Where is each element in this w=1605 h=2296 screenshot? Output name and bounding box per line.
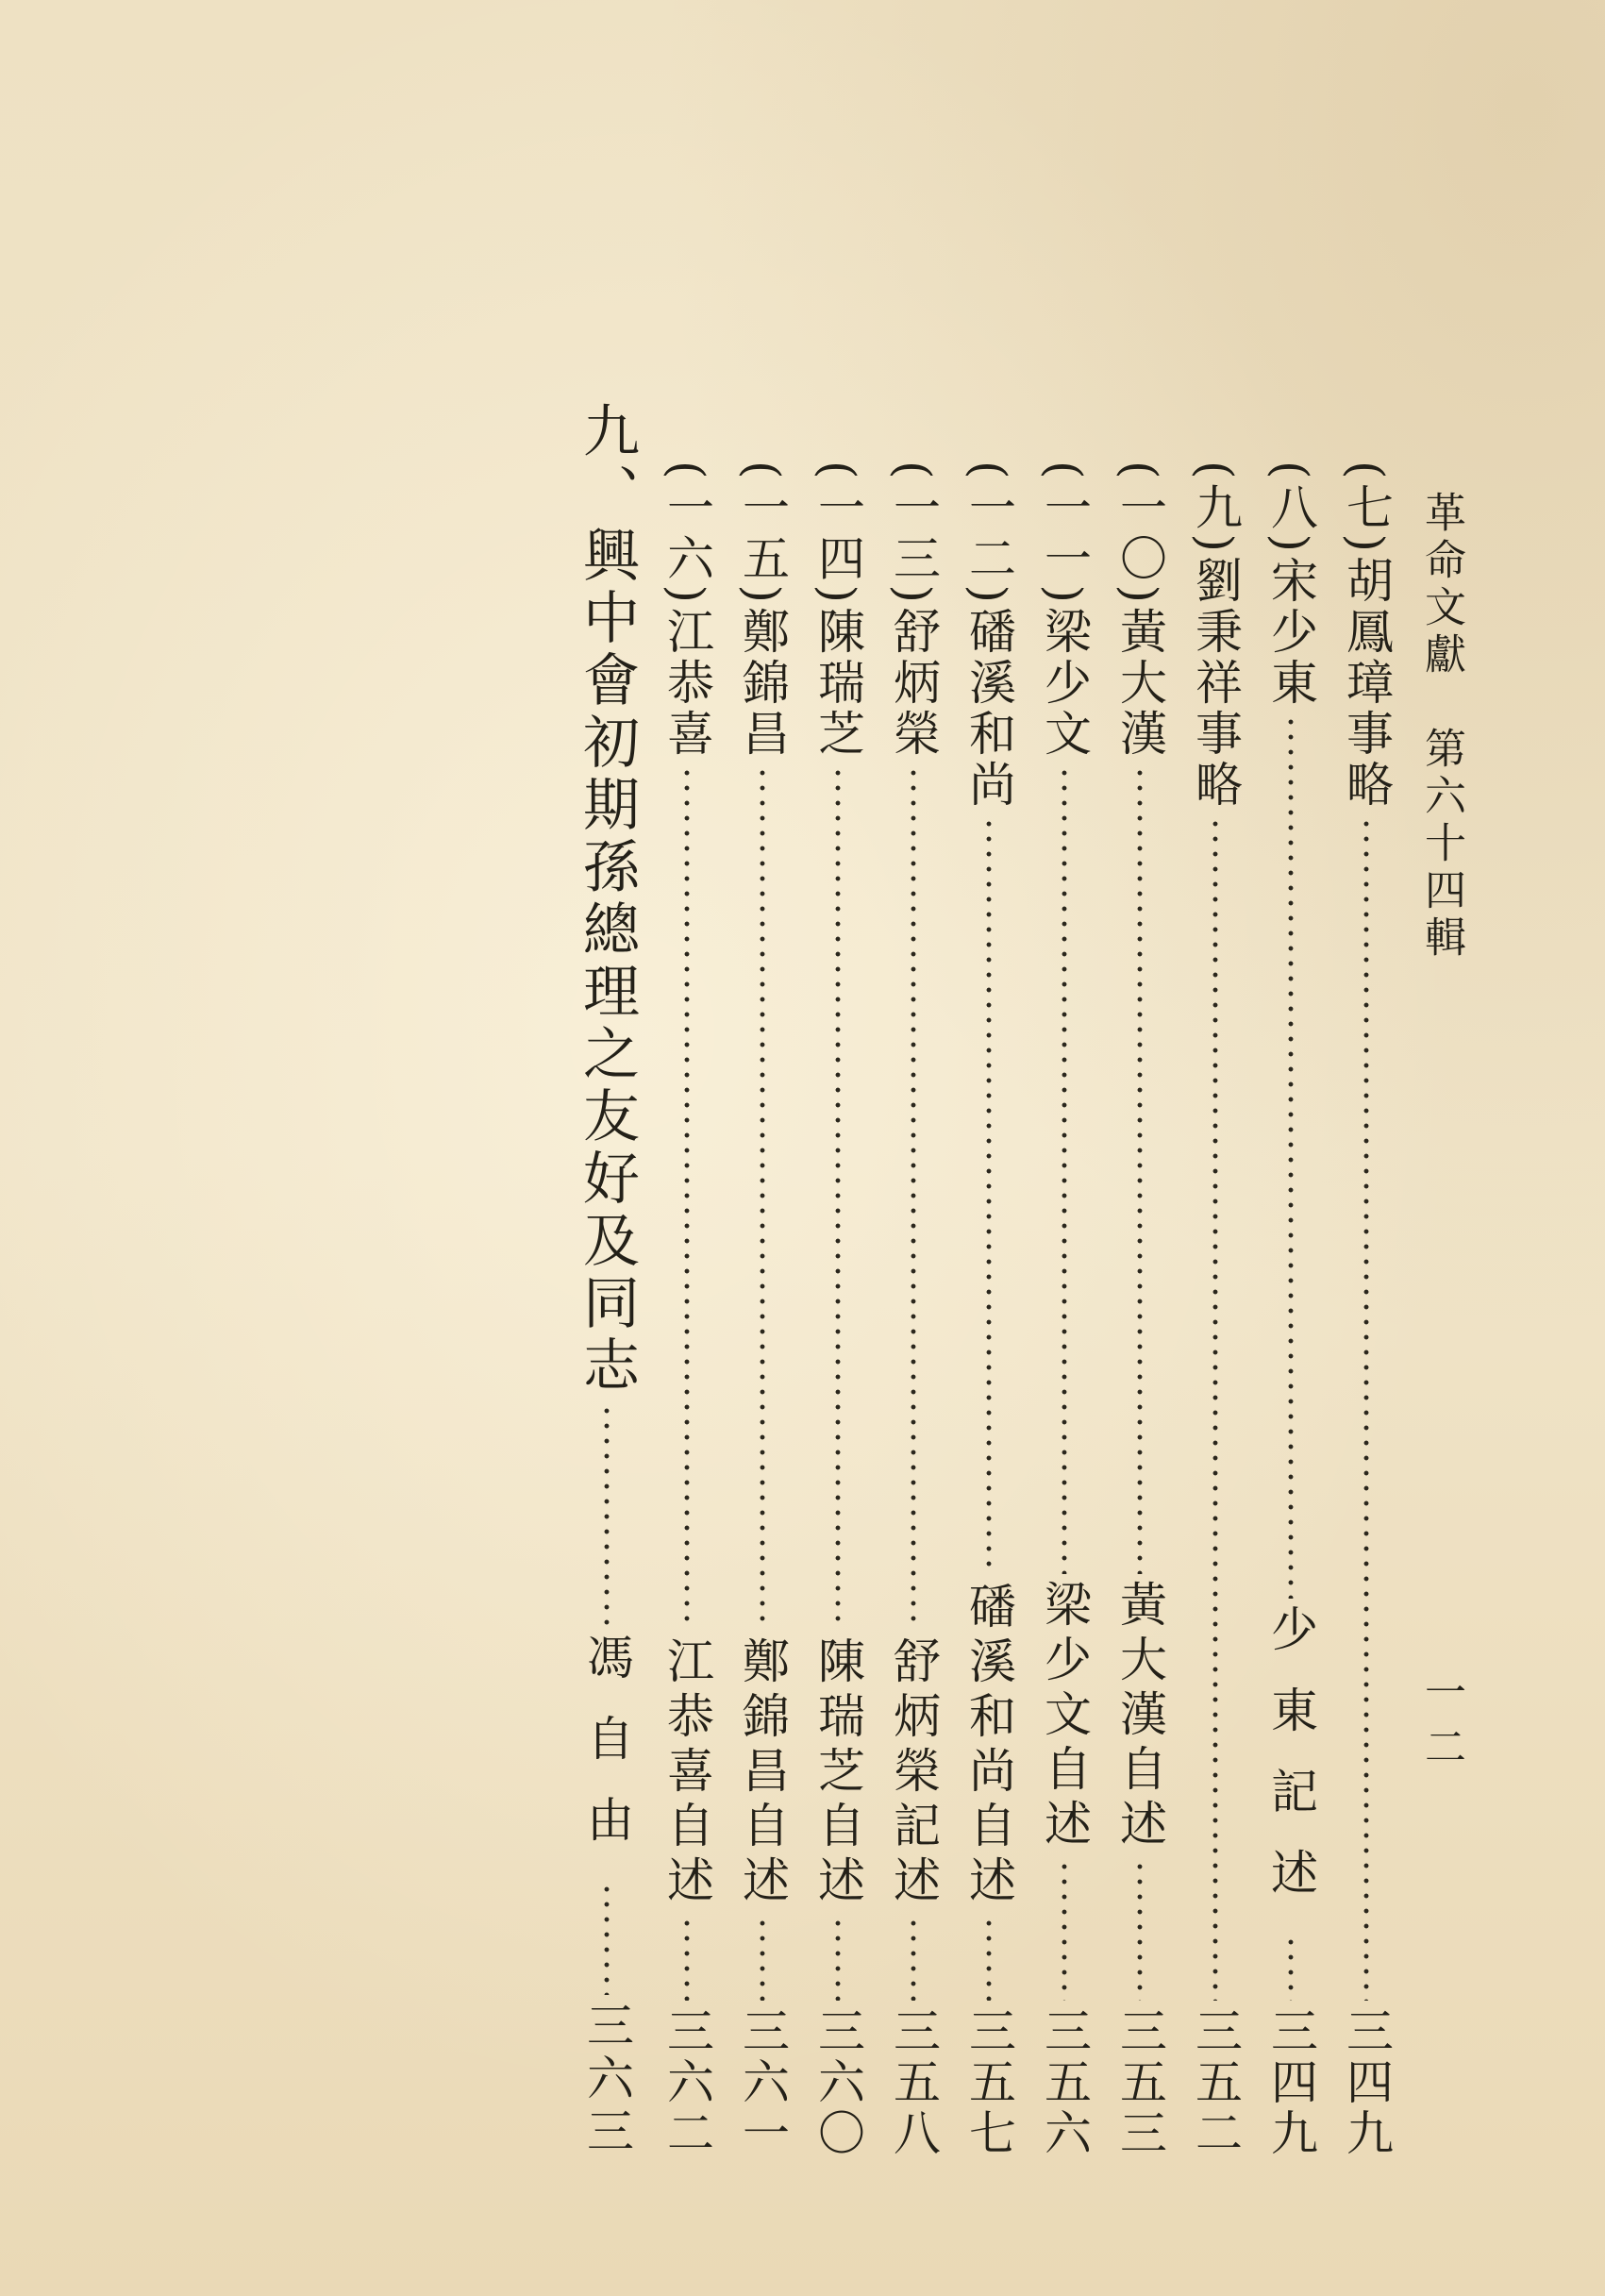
entry-author: 磻溪和尚自述 — [961, 1582, 1016, 1910]
leader-dots — [1287, 714, 1295, 1599]
leader-dots — [1363, 816, 1370, 2001]
entry-page: 三四九 — [1263, 2006, 1318, 2159]
entry-label: (九)劉秉祥事略 — [1188, 461, 1243, 812]
toc-entry — [659, 461, 715, 2159]
leader-dots — [683, 765, 691, 1631]
leader-dots — [985, 1916, 993, 2001]
entry-author: 鄭錦昌自述 — [735, 1636, 790, 1910]
toc-entry — [810, 461, 866, 2159]
entry-author: 梁少文自述 — [1037, 1580, 1092, 1853]
entry-label: (一一)梁少文 — [1037, 461, 1092, 761]
section-author: 馮自由 — [579, 1633, 634, 1876]
toc-entry — [1187, 461, 1244, 2159]
toc-entry — [885, 461, 942, 2159]
leader-dots — [759, 1916, 766, 2001]
entry-label: (一三)舒炳榮 — [886, 461, 941, 761]
toc-entry — [1112, 461, 1168, 2159]
toc-entry — [961, 461, 1017, 2159]
leader-dots — [834, 1916, 842, 2001]
section-entry — [574, 401, 640, 2159]
toc-entry — [1036, 461, 1093, 2159]
entry-author: 少東記述 — [1263, 1604, 1318, 1929]
entry-page: 三五八 — [886, 2006, 941, 2159]
leader-dots — [603, 1882, 610, 1995]
entry-label: (一四)陳瑞芝 — [811, 461, 865, 761]
entry-author: 舒炳榮記述 — [886, 1636, 941, 1910]
entry-label: (八)宋少東 — [1263, 461, 1318, 710]
entry-author: 陳瑞芝自述 — [811, 1636, 865, 1910]
running-title: 革命文獻 第六十四輯 — [1417, 491, 1465, 963]
leader-dots — [834, 765, 842, 1631]
entry-author: 江恭喜自述 — [660, 1636, 714, 1910]
entry-label: (一五)鄭錦昌 — [735, 461, 790, 761]
section-label: 九、興中會初期孫總理之友好及同志 — [574, 401, 640, 1398]
leader-dots — [683, 1916, 691, 2001]
entry-label: (一〇)黃大漢 — [1112, 461, 1167, 761]
leader-dots — [603, 1403, 610, 1627]
entry-page: 三六〇 — [811, 2006, 865, 2159]
leader-dots — [1136, 765, 1144, 1574]
leader-dots — [985, 816, 993, 1576]
entry-page: 三六二 — [660, 2006, 714, 2159]
entry-label: (一六)江恭喜 — [660, 461, 714, 761]
leader-dots — [910, 765, 917, 1631]
leader-dots — [1061, 765, 1068, 1574]
toc-entry — [1338, 461, 1395, 2159]
leader-dots — [1061, 1859, 1068, 2001]
entry-page: 三五二 — [1188, 2006, 1243, 2159]
page-number: 一二 — [1417, 1670, 1465, 1780]
leader-dots — [910, 1916, 917, 2001]
toc-entry — [1262, 461, 1319, 2159]
entry-page: 三四九 — [1339, 2006, 1394, 2159]
leader-dots — [1136, 1859, 1144, 2001]
entry-label: (一二)磻溪和尚 — [961, 461, 1016, 812]
entry-label: (七)胡鳳璋事略 — [1339, 461, 1394, 812]
entry-page: 三五三 — [1112, 2006, 1167, 2159]
toc-entry — [734, 461, 791, 2159]
entry-page: 三五六 — [1037, 2006, 1092, 2159]
leader-dots — [1287, 1935, 1295, 2001]
entry-page: 三五七 — [961, 2006, 1016, 2159]
entry-page: 三六一 — [735, 2006, 790, 2159]
leader-dots — [1212, 816, 1219, 2001]
section-page: 三六三 — [579, 2001, 634, 2159]
entry-author: 黃大漢自述 — [1112, 1580, 1167, 1853]
leader-dots — [759, 765, 766, 1631]
